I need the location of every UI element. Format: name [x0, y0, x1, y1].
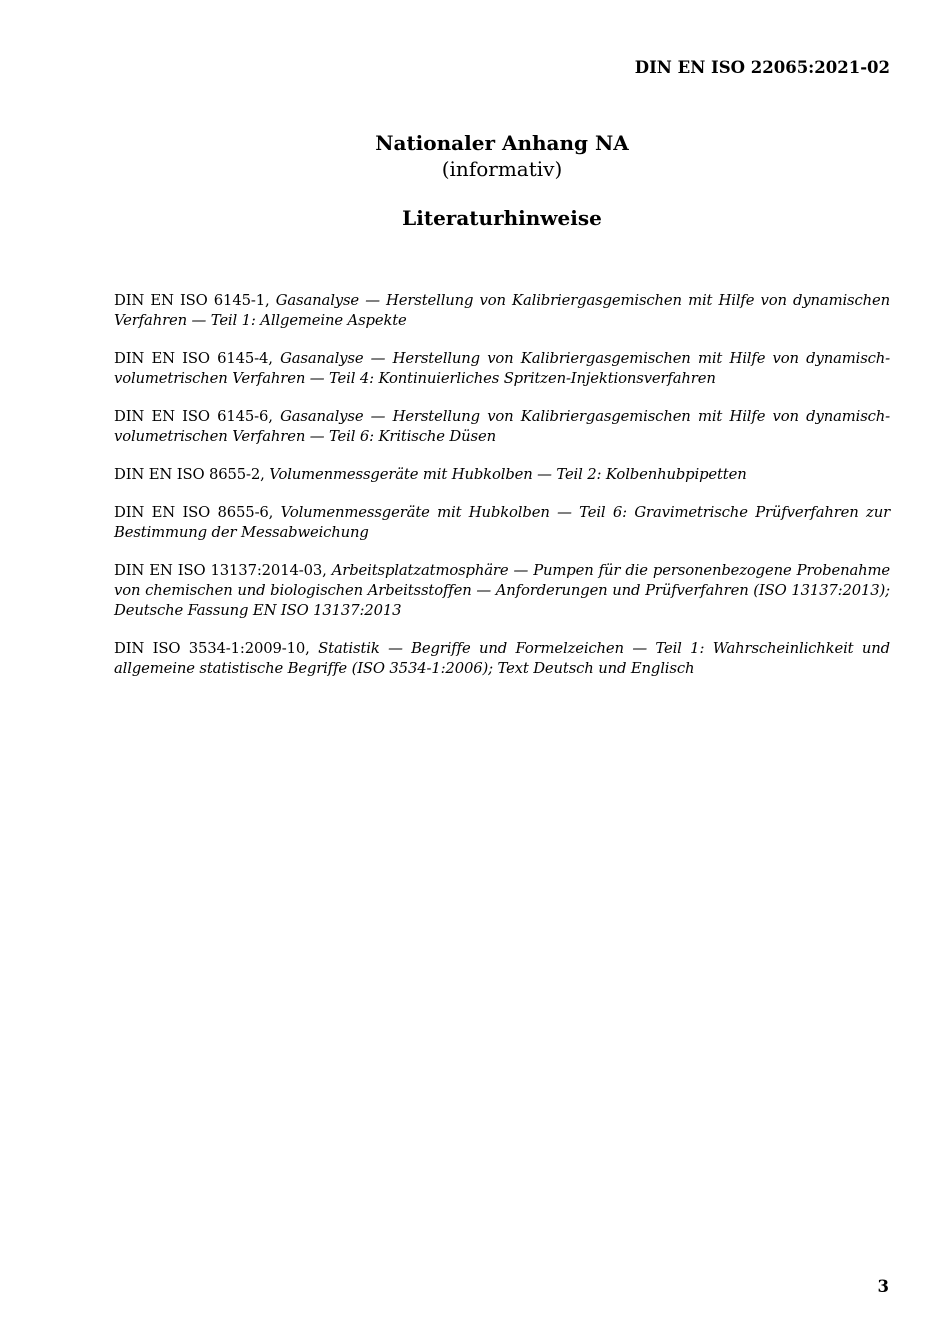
reference-title: Gasanalyse — Herstellung von Kalibriergasgemischen mit Hilfe von dynamisch-volumetrischen Verfahren — Teil 4: Kontinuierliches Spritzen-Injektionsverfahren	[114, 350, 891, 387]
reference-title: Statistik — Begriffe und Formelzeichen — Teil 1: Wahrscheinlichkeit und allgemeine statistische Begriffe (ISO 3534-1:2006); Text Deutsch und Englisch	[114, 640, 890, 677]
annex-title: Nationaler Anhang NA	[375, 131, 629, 155]
reference-title: Gasanalyse — Herstellung von Kalibriergasgemischen mit Hilfe von dynamischen Verfahren — Teil 1: Allgemeine Aspekte	[114, 292, 890, 329]
reference-title: Arbeitsplatzatmosphäre — Pumpen für die personenbezogene Probenahme von chemischen und biologischen Arbeitsstoffen — Anforderungen und Prüfverfahren (ISO 13137:2013); Deutsche Fassung EN ISO 13137:2013	[114, 562, 890, 619]
reference-code: DIN EN ISO 6145-6,	[114, 408, 273, 425]
reference-item	[114, 503, 890, 543]
section-heading: Literaturhinweise	[402, 206, 602, 230]
reference-code: DIN EN ISO 6145-4,	[114, 350, 273, 367]
reference-code: DIN EN ISO 6145-1,	[114, 292, 270, 309]
document-id: DIN EN ISO 22065:2021-02	[634, 58, 890, 77]
reference-item	[114, 407, 890, 447]
reference-item	[114, 561, 890, 621]
reference-item	[114, 349, 890, 389]
reference-item	[114, 291, 890, 331]
reference-list	[114, 291, 890, 697]
reference-code: DIN EN ISO 8655-2,	[114, 466, 265, 483]
reference-code: DIN EN ISO 13137:2014-03,	[114, 562, 327, 579]
reference-title: Gasanalyse — Herstellung von Kalibriergasgemischen mit Hilfe von dynamisch-volumetrischen Verfahren — Teil 6: Kritische Düsen	[114, 408, 891, 445]
reference-item	[114, 465, 890, 485]
annex-subtitle: (informativ)	[441, 157, 563, 181]
page-number: 3	[877, 1277, 889, 1296]
reference-title: Volumenmessgeräte mit Hubkolben — Teil 6: Gravimetrische Prüfverfahren zur Bestimmung der Messabweichung	[114, 504, 891, 541]
reference-item	[114, 639, 890, 679]
reference-code: DIN EN ISO 8655-6,	[114, 504, 274, 521]
reference-code: DIN ISO 3534-1:2009-10,	[114, 640, 310, 657]
reference-title: Volumenmessgeräte mit Hubkolben — Teil 2: Kolbenhubpipetten	[269, 466, 747, 483]
